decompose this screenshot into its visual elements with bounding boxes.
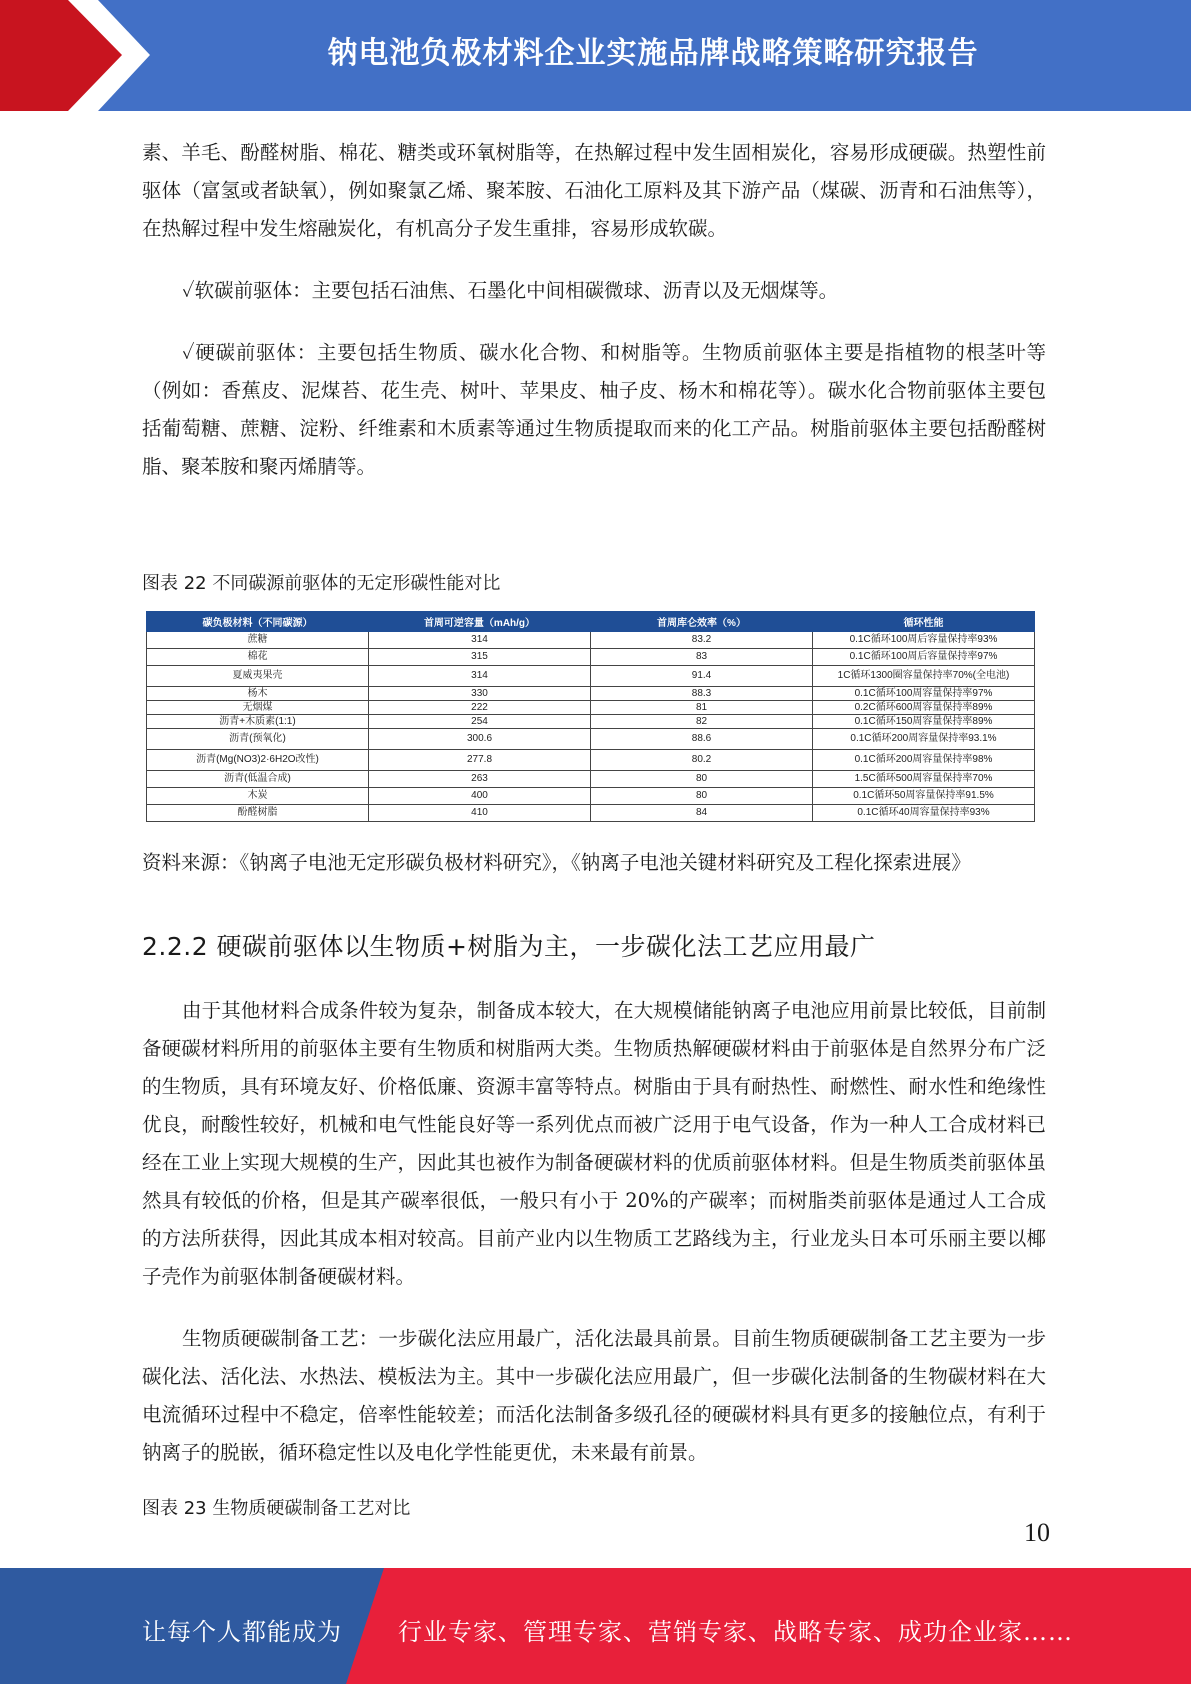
table-cell: 80	[591, 788, 813, 805]
table-cell: 0.2C循环600周容量保持率89%	[813, 701, 1035, 715]
table-row	[147, 788, 1035, 805]
table-cell: 330	[369, 687, 591, 701]
process-paragraph-block	[142, 1320, 1046, 1472]
table-cell: 83	[591, 649, 813, 666]
table-row	[147, 687, 1035, 701]
intro-paragraph-block	[142, 134, 1046, 248]
table-cell: 88.6	[591, 729, 813, 750]
carbon-performance-table	[146, 611, 1035, 822]
table-row	[147, 632, 1035, 649]
table-cell: 1.5C循环500周容量保持率70%	[813, 771, 1035, 788]
table-cell: 80.2	[591, 750, 813, 771]
table-row	[147, 729, 1035, 750]
intro-paragraph: 素、羊毛、酚醛树脂、棉花、糖类或环氧树脂等，在热解过程中发生固相炭化，容易形成硬碳。热塑性前驱体（富氢或者缺氧），例如聚氯乙烯、聚苯胺、石油化工原料及其下游产品（煤碳、沥青和石油焦等），在热解过程中发生熔融炭化，有机高分子发生重排，容易形成软碳。	[142, 141, 1046, 240]
table-cell: 84	[591, 805, 813, 822]
table-cell: 1C循环1300圈容量保持率70%(全电池)	[813, 666, 1035, 687]
table-cell: 83.2	[591, 632, 813, 649]
table-row	[147, 771, 1035, 788]
table-header-cell: 首周库仑效率（%）	[591, 612, 813, 632]
page-number: 10	[1024, 1518, 1050, 1547]
table-cell: 222	[369, 701, 591, 715]
source-block	[142, 847, 1046, 879]
table-row	[147, 750, 1035, 771]
footer-slogan-right: 行业专家、管理专家、营销专家、战略专家、成功企业家……	[398, 1618, 1073, 1646]
table-cell: 82	[591, 715, 813, 729]
table-cell: 棉花	[147, 649, 369, 666]
table-cell: 0.1C循环40周容量保持率93%	[813, 805, 1035, 822]
page-header	[0, 0, 1191, 111]
table-header-cell: 首周可逆容量（mAh/g）	[369, 612, 591, 632]
table-cell: 81	[591, 701, 813, 715]
footer-slogan-left: 让每个人都能成为	[142, 1618, 342, 1646]
table-row	[147, 649, 1035, 666]
table-cell: 沥青(Mg(NO3)2·6H2O改性)	[147, 750, 369, 771]
table-cell: 80	[591, 771, 813, 788]
section-title: 2.2.2 硬碳前驱体以生物质+树脂为主，一步碳化法工艺应用最广	[142, 932, 876, 961]
soft-carbon-bullet: ✓软碳前驱体：主要包括石油焦、石墨化中间相碳微球、沥青以及无烟煤等。	[182, 279, 839, 302]
process-paragraph: 生物质硬碳制备工艺：一步碳化法应用最广，活化法最具前景。目前生物质硬碳制备工艺主要为一步碳化法、活化法、水热法、模板法为主。其中一步碳化法应用最广，但一步碳化法制备的生物碳材料在大电流循环过程中不稳定，倍率性能较差；而活化法制备多级孔径的硬碳材料具有更多的接触位点，有利于钠离子的脱嵌，循环稳定性以及电化学性能更优，未来最有前景。	[142, 1327, 1046, 1464]
hard-carbon-bullet: ✓硬碳前驱体：主要包括生物质、碳水化合物、和树脂等。生物质前驱体主要是指植物的根茎叶等（例如：香蕉皮、泥煤苔、花生壳、树叶、苹果皮、柚子皮、杨木和棉花等）。碳水化合物前驱体主要包括葡萄糖、蔗糖、淀粉、纤维素和木质素等通过生物质提取而来的化工产品。树脂前驱体主要包括酚醛树脂、聚苯胺和聚丙烯腈等。	[142, 341, 1046, 478]
hard-carbon-block	[142, 334, 1046, 486]
precursor-paragraph-block	[142, 992, 1046, 1296]
table-cell: 杨木	[147, 687, 369, 701]
table-header-cell: 碳负极材料（不同碳源）	[147, 612, 369, 632]
table-cell: 0.1C循环100周后容量保持率93%	[813, 632, 1035, 649]
table-cell: 0.1C循环50周容量保持率91.5%	[813, 788, 1035, 805]
table-cell: 314	[369, 632, 591, 649]
table-row	[147, 701, 1035, 715]
table-cell: 0.1C循环200周容量保持率93.1%	[813, 729, 1035, 750]
table-cell: 酚醛树脂	[147, 805, 369, 822]
table-cell: 91.4	[591, 666, 813, 687]
table-cell: 0.1C循环100周容量保持率97%	[813, 687, 1035, 701]
header-title: 钠电池负极材料企业实施品牌战略策略研究报告	[327, 36, 979, 71]
figure-22-caption: 图表 22 不同碳源前驱体的无定形碳性能对比	[142, 573, 501, 594]
table-cell: 410	[369, 805, 591, 822]
table-cell: 315	[369, 649, 591, 666]
table-cell: 88.3	[591, 687, 813, 701]
table-row	[147, 666, 1035, 687]
source-note: 资料来源：《钠离子电池无定形碳负极材料研究》，《钠离子电池关键材料研究及工程化探索进展》	[142, 851, 971, 874]
table-cell: 0.1C循环100周后容量保持率97%	[813, 649, 1035, 666]
table-header-cell: 循环性能	[813, 612, 1035, 632]
table-cell: 0.1C循环150周容量保持率89%	[813, 715, 1035, 729]
table-header-row	[147, 612, 1035, 632]
table-row	[147, 805, 1035, 822]
table-cell: 263	[369, 771, 591, 788]
table-cell: 沥青(预氧化)	[147, 729, 369, 750]
table-cell: 314	[369, 666, 591, 687]
table-cell: 254	[369, 715, 591, 729]
table-cell: 夏威夷果壳	[147, 666, 369, 687]
header-chevron-icon	[0, 0, 160, 111]
table-cell: 277.8	[369, 750, 591, 771]
table-cell: 木炭	[147, 788, 369, 805]
table-cell: 蔗糖	[147, 632, 369, 649]
table-cell: 沥青(低温合成)	[147, 771, 369, 788]
table-cell: 400	[369, 788, 591, 805]
table-cell: 300.6	[369, 729, 591, 750]
table-cell: 0.1C循环200周容量保持率98%	[813, 750, 1035, 771]
figure-23-caption: 图表 23 生物质硬碳制备工艺对比	[142, 1498, 411, 1519]
table-cell: 无烟煤	[147, 701, 369, 715]
precursor-paragraph: 由于其他材料合成条件较为复杂，制备成本较大，在大规模储能钠离子电池应用前景比较低，目前制备硬碳材料所用的前驱体主要有生物质和树脂两大类。生物质热解硬碳材料由于前驱体是自然界分布广泛的生物质，具有环境友好、价格低廉、资源丰富等特点。树脂由于具有耐热性、耐燃性、耐水性和绝缘性优良，耐酸性较好，机械和电气性能良好等一系列优点而被广泛用于电气设备，作为一种人工合成材料已经在工业上实现大规模的生产，因此其也被作为制备硬碳材料的优质前驱体材料。但是生物质类前驱体虽然具有较低的价格，但是其产碳率很低，一般只有小于 20%的产碳率；而树脂类前驱体是通过人工合成的方法所获得，因此其成本相对较高。目前产业内以生物质工艺路线为主，行业龙头日本可乐丽主要以椰子壳作为前驱体制备硬碳材料。	[142, 999, 1046, 1288]
page-footer	[0, 1568, 1191, 1684]
table-row	[147, 715, 1035, 729]
soft-carbon-block	[142, 272, 1046, 310]
table-cell: 沥青+木质素(1:1)	[147, 715, 369, 729]
